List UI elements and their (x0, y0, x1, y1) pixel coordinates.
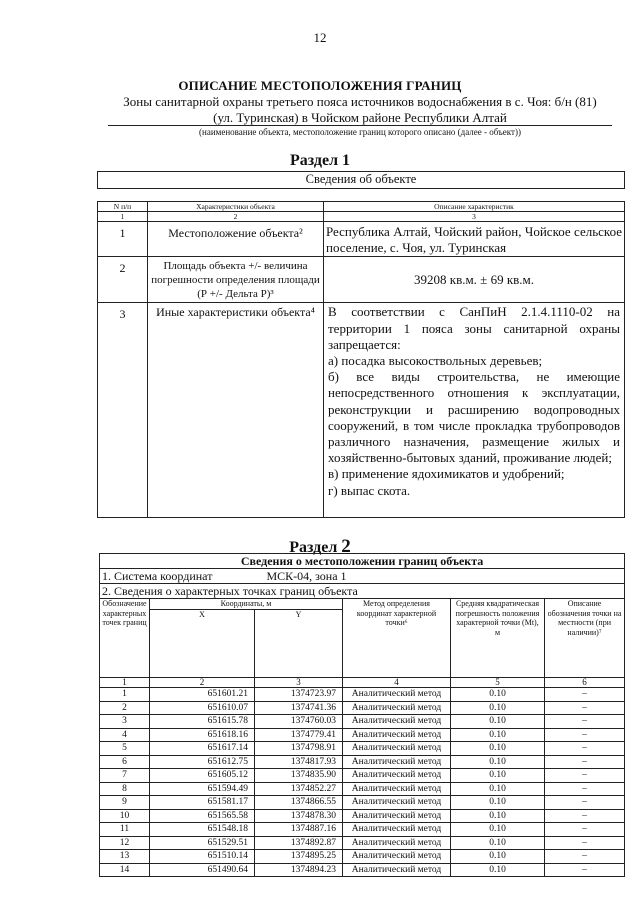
section-2-word: Раздел (289, 539, 338, 556)
row-description: В соответствии с СанПиН 2.1.4.1110-02 на территории 1 пояса зоны санитарной охраны запрещается: а) посадка высокоствольных деревьев; б) все виды строительства, не имеющие непосредственного отношения к эксплуатации, реконструкции и расширению водопроводных сооружений, в том числе прокладка трубопроводов различного назначения, размещение жилых и хозяйственно-бытовых зданий, проживание людей; в) применение ядохимикатов и удобрений; г) выпас скота. (324, 303, 625, 518)
point-method: Аналитический метод (343, 688, 451, 702)
point-id: 1 (100, 688, 150, 702)
point-mt: 0.10 (451, 715, 545, 729)
point-marking: – (545, 769, 625, 783)
table-row (100, 728, 625, 742)
point-marking: – (545, 823, 625, 837)
point-id: 3 (100, 715, 150, 729)
row-number: 2 (98, 257, 148, 303)
point-y: 1374852.27 (255, 782, 343, 796)
table-row (100, 769, 625, 783)
point-x: 651490.64 (150, 863, 255, 877)
point-marking: – (545, 688, 625, 702)
col-number: 3 (255, 678, 343, 688)
table-row (100, 836, 625, 850)
point-y: 1374894.23 (255, 863, 343, 877)
table-row (100, 688, 625, 702)
point-y: 1374798.91 (255, 742, 343, 756)
point-id: 6 (100, 755, 150, 769)
point-marking: – (545, 742, 625, 756)
col-number: 4 (343, 678, 451, 688)
row-description: Республика Алтай, Чойский район, Чойское сельское поселение, с. Чоя, ул. Туринская (324, 222, 625, 257)
point-method: Аналитический метод (343, 836, 451, 850)
point-marking: – (545, 836, 625, 850)
point-method: Аналитический метод (343, 755, 451, 769)
boundary-points-table (99, 553, 625, 877)
table-title: Сведения о местоположении границ объекта (100, 554, 625, 569)
table-title: Сведения об объекте (98, 172, 625, 189)
table-row (100, 742, 625, 756)
point-marking: – (545, 809, 625, 823)
point-marking: – (545, 863, 625, 877)
row-number: 3 (98, 303, 148, 518)
point-y: 1374741.36 (255, 701, 343, 715)
object-info-table (97, 171, 625, 518)
table-row (100, 701, 625, 715)
table-row (100, 863, 625, 877)
point-marking: – (545, 755, 625, 769)
point-marking: – (545, 701, 625, 715)
point-mt: 0.10 (451, 850, 545, 864)
point-mt: 0.10 (451, 796, 545, 810)
point-x: 651510.14 (150, 850, 255, 864)
col-header-description: Описание характеристик (324, 202, 625, 212)
point-x: 651548.18 (150, 823, 255, 837)
document-title: ОПИСАНИЕ МЕСТОПОЛОЖЕНИЯ ГРАНИЦ (178, 78, 462, 93)
point-mt: 0.10 (451, 688, 545, 702)
point-id: 4 (100, 728, 150, 742)
point-x: 651617.14 (150, 742, 255, 756)
row-description: 39208 кв.м. ± 69 кв.м. (324, 257, 625, 303)
col-header-y: Y (255, 609, 343, 677)
point-x: 651581.17 (150, 796, 255, 810)
object-name-line-1: Зоны санитарной охраны третьего пояса источников водоснабжения в с. Чоя: б/н (81) (123, 94, 597, 109)
point-y: 1374779.41 (255, 728, 343, 742)
coord-system-value: МСК-04, зона 1 (266, 569, 347, 583)
point-id: 2 (100, 701, 150, 715)
point-mt: 0.10 (451, 809, 545, 823)
table-row (100, 850, 625, 864)
point-id: 8 (100, 782, 150, 796)
section-2-number: 2 (341, 536, 351, 557)
point-x: 651601.21 (150, 688, 255, 702)
col-header-method: Метод определения координат характерной точки⁶ (343, 599, 451, 678)
point-id: 5 (100, 742, 150, 756)
col-number: 3 (324, 212, 625, 222)
point-y: 1374866.55 (255, 796, 343, 810)
point-mt: 0.10 (451, 728, 545, 742)
point-method: Аналитический метод (343, 701, 451, 715)
point-method: Аналитический метод (343, 742, 451, 756)
col-header-error: Средняя квадратическая погрешность положения характерной точки (Mt), м (451, 599, 545, 678)
col-header-characteristic: Характеристики объекта (148, 202, 324, 212)
point-x: 651612.75 (150, 755, 255, 769)
page-number: 12 (313, 30, 327, 45)
title-underline (108, 125, 612, 126)
point-method: Аналитический метод (343, 782, 451, 796)
point-method: Аналитический метод (343, 769, 451, 783)
point-mt: 0.10 (451, 782, 545, 796)
point-id: 9 (100, 796, 150, 810)
point-x: 651529.51 (150, 836, 255, 850)
object-name-note: (наименование объекта, местоположение границ которого описано (далее - объект)) (199, 127, 521, 137)
point-y: 1374817.93 (255, 755, 343, 769)
col-header-coords: Координаты, м (150, 599, 343, 610)
point-id: 14 (100, 863, 150, 877)
table-row (100, 809, 625, 823)
point-mt: 0.10 (451, 863, 545, 877)
point-method: Аналитический метод (343, 728, 451, 742)
point-mt: 0.10 (451, 769, 545, 783)
col-header-x: X (150, 609, 255, 677)
row-characteristic: Иные характеристики объекта⁴ (148, 303, 324, 518)
point-mt: 0.10 (451, 742, 545, 756)
point-id: 11 (100, 823, 150, 837)
table-row (100, 755, 625, 769)
point-x: 651618.16 (150, 728, 255, 742)
section-1-heading: Раздел 1 (289, 152, 351, 169)
point-x: 651610.07 (150, 701, 255, 715)
col-number: 2 (150, 678, 255, 688)
point-y: 1374878.30 (255, 809, 343, 823)
point-marking: – (545, 728, 625, 742)
point-y: 1374895.25 (255, 850, 343, 864)
point-id: 12 (100, 836, 150, 850)
object-name-line-2: (ул. Туринская) в Чойском районе Республики Алтай (213, 110, 507, 125)
point-method: Аналитический метод (343, 823, 451, 837)
point-y: 1374892.87 (255, 836, 343, 850)
col-header-point-id: Обозначение характерных точек границ (100, 599, 150, 678)
point-method: Аналитический метод (343, 715, 451, 729)
point-mt: 0.10 (451, 823, 545, 837)
row-characteristic: Площадь объекта +/- величина погрешности определения площади (Р +/- Дельта Р)³ (148, 257, 324, 303)
point-method: Аналитический метод (343, 863, 451, 877)
table-row (100, 782, 625, 796)
point-marking: – (545, 715, 625, 729)
coord-system-label: 1. Система координат (102, 569, 213, 583)
point-id: 13 (100, 850, 150, 864)
table-row (100, 796, 625, 810)
point-mt: 0.10 (451, 701, 545, 715)
point-y: 1374723.97 (255, 688, 343, 702)
point-mt: 0.10 (451, 755, 545, 769)
points-section-label: 2. Сведения о характерных точках границ объекта (100, 584, 625, 599)
point-y: 1374760.03 (255, 715, 343, 729)
point-marking: – (545, 850, 625, 864)
col-number: 5 (451, 678, 545, 688)
point-method: Аналитический метод (343, 809, 451, 823)
point-marking: – (545, 796, 625, 810)
col-number: 6 (545, 678, 625, 688)
point-marking: – (545, 782, 625, 796)
col-number: 2 (148, 212, 324, 222)
point-id: 10 (100, 809, 150, 823)
point-x: 651615.78 (150, 715, 255, 729)
table-row (100, 823, 625, 837)
col-header-marking: Описание обозначения точки на местности (при наличии)⁷ (545, 599, 625, 678)
col-number: 1 (98, 212, 148, 222)
col-header-num: N п/п (98, 202, 148, 212)
point-y: 1374835.90 (255, 769, 343, 783)
point-y: 1374887.16 (255, 823, 343, 837)
row-characteristic: Местоположение объекта² (148, 222, 324, 257)
col-number: 1 (100, 678, 150, 688)
point-method: Аналитический метод (343, 850, 451, 864)
table-row (100, 715, 625, 729)
point-mt: 0.10 (451, 836, 545, 850)
point-x: 651565.58 (150, 809, 255, 823)
table-gap (98, 189, 625, 202)
row-number: 1 (98, 222, 148, 257)
point-x: 651605.12 (150, 769, 255, 783)
point-method: Аналитический метод (343, 796, 451, 810)
coord-system-row (100, 569, 625, 584)
point-id: 7 (100, 769, 150, 783)
point-x: 651594.49 (150, 782, 255, 796)
